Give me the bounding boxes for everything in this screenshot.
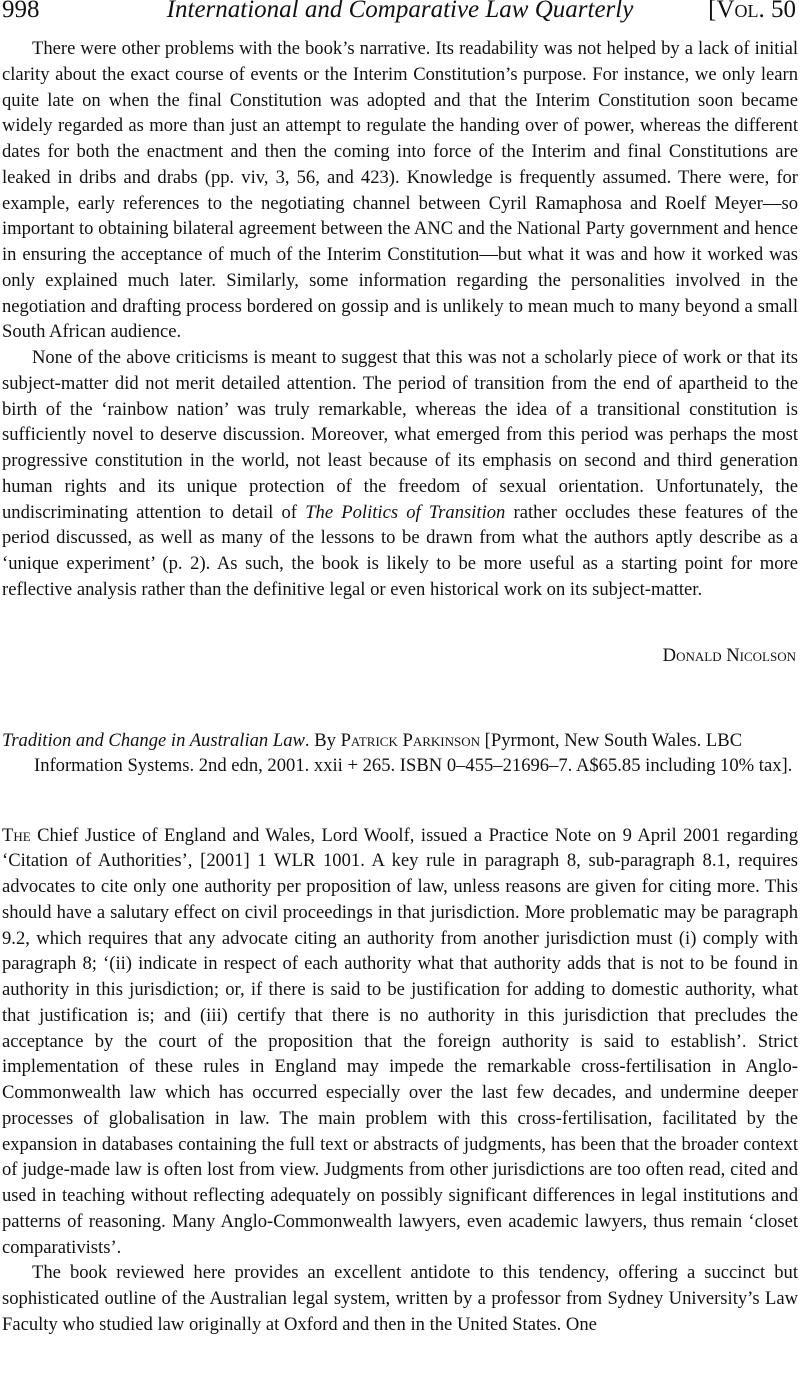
review-2-book-title: Tradition and Change in Australian Law (2, 729, 305, 751)
journal-title: International and Comparative Law Quarterly (166, 0, 634, 23)
reviewer-signature: Donald Nicolson (662, 644, 796, 666)
review-2-book-details: [Pyrmont, New South Wales. LBC Information Systems. 2nd edn, 2001. xxii + 265. ISBN 0–455–21696–7. A$65.85 including 10% tax]. (34, 729, 793, 776)
review-2-paragraph-1-text: Chief Justice of England and Wales, Lord Woolf, issued a Practice Note on 9 April 2001 regarding ‘Citation of Authorities’, [2001] 1 WLR 1001. A key rule in paragraph 8, sub-paragraph 8.1, requires advocates to cite only one authority per proposition of law, unless reasons are given for citing more. This should have a salutary effect on civil proceedings in that jurisdiction. More problematic may be paragraph 9.2, which requires that any advocate citing an authority from another jurisdiction must (i) comply with paragraph 8; ‘(ii) indicate in respect of each authority what that authority adds that is not to be found in authority in this jurisdiction; or, if there is said to be justification for adding to domestic authority, what that justification is; and (iii) certify that there is no authority in this jurisdiction that precludes the acceptance by the court of the proposition that the foreign authority is said to establish’. Strict implementation of these rules in England may impede the remarkable cross-fertilisation in Anglo-Commonwealth law which has occurred especially over the last few decades, and undermine deeper processes of globalisation in law. The main problem with this cross-fertilisation, facilitated by the expansion in databases containing the full text or abstracts of judgments, has been that the broader context of judge-made law is often lost from view. Judgments from other jurisdictions are too often read, cited and used in teaching without reflecting adequately on possibly significant differences in legal institutions and patterns of reasoning. Many Anglo-Commonwealth lawyers, even academic lawyers, thus remain ‘closet comparativists’. (2, 824, 798, 1258)
review-2-book-header (2, 728, 798, 779)
review-2-paragraph-2: The book reviewed here provides an excellent antidote to this tendency, offering a succinct but sophisticated outline of the Australian legal system, written by a professor from Sydney University’s Law Faculty who studied law originally at Oxford and then in the United States. One (2, 1262, 798, 1335)
page-number: 998 (2, 0, 40, 23)
paragraph-lead-in: The (2, 824, 31, 846)
running-head (2, 0, 798, 27)
review-2-by: . By (304, 729, 341, 751)
review-2 (2, 823, 798, 1338)
paragraph-2-text-a: None of the above criticisms is meant to suggest that this was not a scholarly piece of work or that its subject-matter did not merit detailed attention. The period of transition from the end of apartheid to the birth of the ‘rainbow nation’ was truly remarkable, whereas the idea of a transitional constitution is sufficiently novel to deserve discussion. Moreover, what emerged from this period was perhaps the most progressive constitution in the world, not least because of its emphasis on second and third generation human rights and its unique protection of the freedom of sexual orientation. Unfortunately, the undiscriminating attention to detail of (2, 347, 798, 523)
review-1-paragraph-1: There were other problems with the book’s narrative. Its readability was not helped by a lack of initial clarity about the exact course of events or the Interim Constitution’s purpose. For instance, we only learn quite late on when the final Constitution was adopted and that the Interim Constitution soon became widely regarded as more than just an attempt to regulate the handing over of power, whereas the different dates for both the enactment and then the coming into force of the Interim and final Constitutions are leaked in dribs and drabs (pp. viv, 3, 56, and 423). Knowledge is frequently assumed. There were, for example, early references to the negotiating channel between Cyril Ramaphosa and Roelf Meyer—so important to obtaining bilateral agreement between the ANC and the National Party government and hence in ensuring the acceptance of much of the Interim Constitution—but what it was and how it worked was only explained much later. Similarly, some information regarding the personalities involved in the negotiation and drafting process bordered on gossip and is unlikely to mean much to many beyond a small South African audience. (2, 38, 798, 343)
volume-label: [Vol. 50 (708, 0, 796, 23)
paragraph-2-text-b: rather occludes these features of the period discussed, as well as many of the lessons to be drawn from what the authors aptly describe as a ‘unique experiment’ (p. 2). As such, the book is likely to be more useful as a starting point for more reflective analysis rather than the definitive legal or even historical work on its subject-matter. (2, 501, 799, 600)
review-1-paragraph-2 (2, 345, 798, 603)
review-2-paragraph-1 (2, 823, 798, 1261)
review-2-book-author: Patrick Parkinson (340, 729, 481, 751)
book-title-reference: The Politics of Transition (305, 501, 506, 523)
review-1 (2, 36, 798, 603)
